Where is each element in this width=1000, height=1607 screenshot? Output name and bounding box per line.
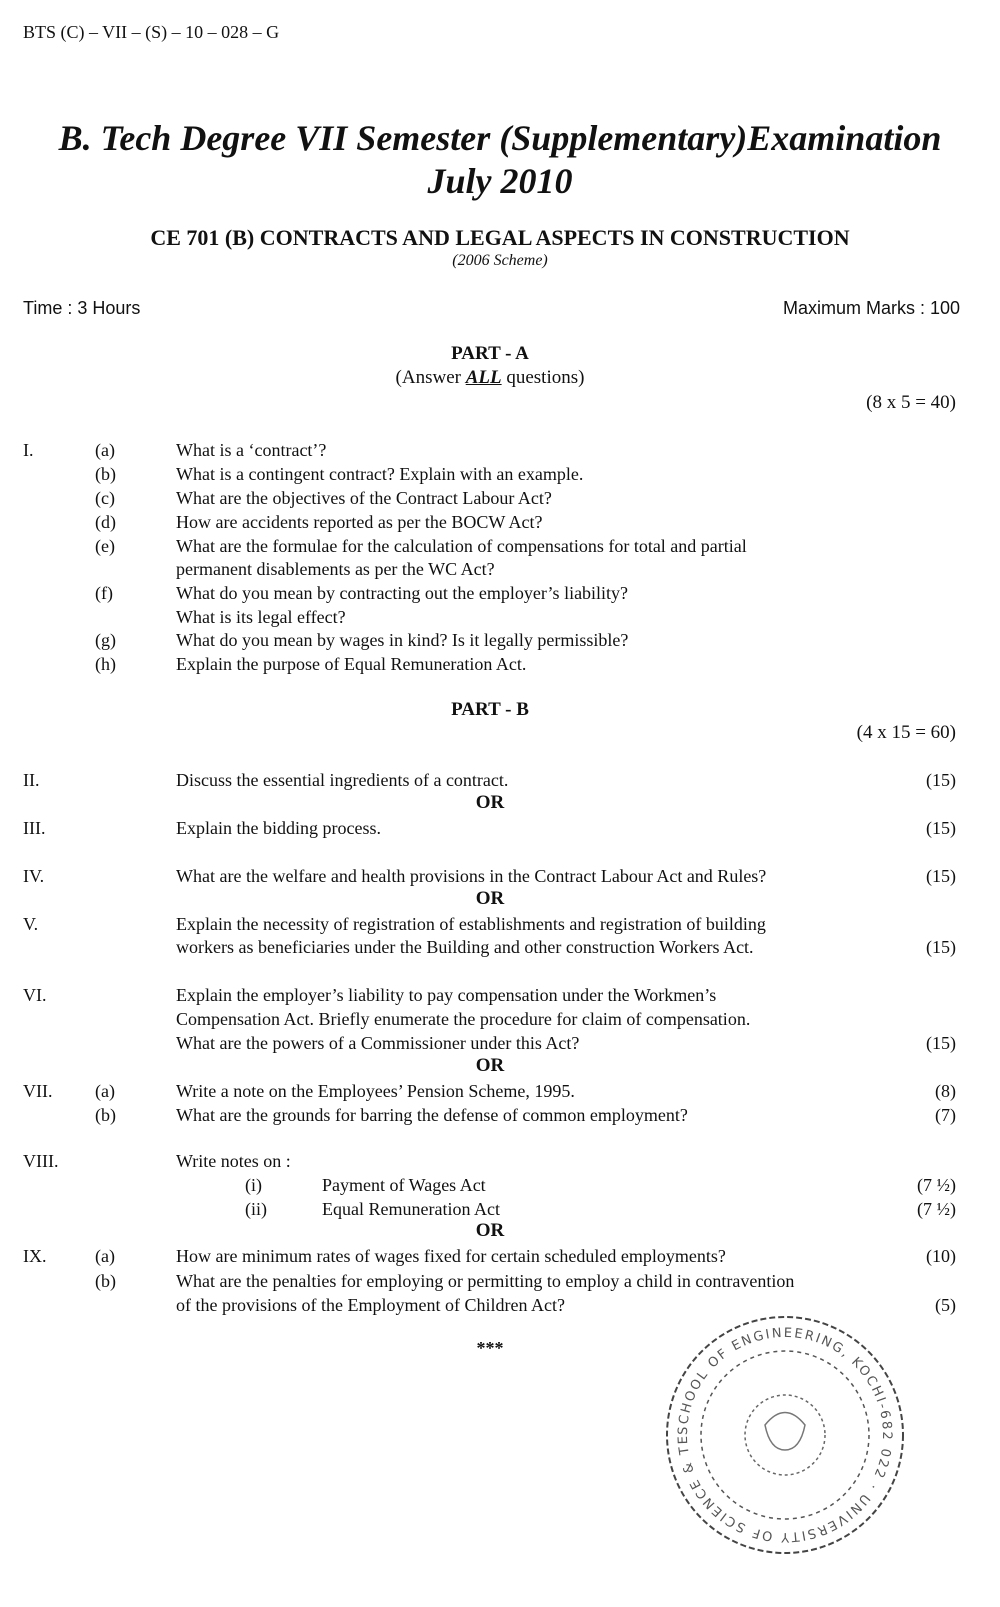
sub-label: (a) <box>95 440 115 460</box>
exam-date: July 2010 <box>427 161 573 201</box>
question-text: Compensation Act. Briefly enumerate the procedure for claim of compensation. <box>176 1009 751 1029</box>
question-number: VIII. <box>23 1151 59 1171</box>
or-separator: OR <box>475 792 505 813</box>
question-number: II. <box>23 770 40 790</box>
part-a-heading: PART - A <box>451 343 529 364</box>
question-text: Explain the necessity of registration of establishments and registration of building <box>176 914 766 934</box>
sub-label: (i) <box>245 1175 262 1195</box>
question-text: How are minimum rates of wages fixed for certain scheduled employments? <box>176 1246 726 1266</box>
question-text: What are the objectives of the Contract Labour Act? <box>176 488 552 508</box>
question-text: What do you mean by contracting out the employer’s liability? <box>176 583 629 603</box>
question-text: What is a ‘contract’? <box>176 440 327 460</box>
question-marks: (15) <box>926 1033 956 1053</box>
question-marks: (5) <box>935 1295 956 1315</box>
question-text: What are the penalties for employing or permitting to employ a child in contravention <box>176 1271 795 1291</box>
question-text: Explain the bidding process. <box>176 818 381 838</box>
question-marks: (15) <box>926 818 956 838</box>
question-text: permanent disablements as per the WC Act? <box>176 559 495 579</box>
question-number: VI. <box>23 985 47 1005</box>
question-text: What are the powers of a Commissioner under this Act? <box>176 1033 580 1053</box>
max-marks: Maximum Marks : 100 <box>782 298 960 318</box>
svg-text:SCHOOL OF ENGINEERING, KOCHI-6: SCHOOL OF ENGINEERING, KOCHI-682 022 · UNIVERSITY OF SCIENCE & TE <box>675 1325 895 1545</box>
question-text: Discuss the essential ingredients of a contract. <box>176 770 509 790</box>
question-number: V. <box>23 914 39 934</box>
or-separator: OR <box>475 1220 505 1241</box>
part-a-instruction: (Answer ALL questions) <box>395 367 585 388</box>
part-b-marks: (4 x 15 = 60) <box>856 722 956 743</box>
sub-label: (c) <box>95 488 115 508</box>
question-text: Equal Remuneration Act <box>322 1199 500 1219</box>
library-seal <box>660 1310 910 1560</box>
sub-label: (b) <box>95 464 116 484</box>
question-marks: (10) <box>926 1246 956 1266</box>
question-marks: (15) <box>926 937 956 957</box>
question-marks: (15) <box>926 866 956 886</box>
part-b-heading: PART - B <box>451 699 529 720</box>
question-text: Write a note on the Employees’ Pension Scheme, 1995. <box>176 1081 575 1101</box>
sub-label: (a) <box>95 1081 115 1101</box>
question-text: Write notes on : <box>176 1151 291 1171</box>
question-text: Explain the employer’s liability to pay compensation under the Workmen’s <box>176 985 717 1005</box>
exam-title: B. Tech Degree VII Semester (Supplementary)Examination <box>58 118 942 158</box>
question-text: What is its legal effect? <box>176 607 346 627</box>
sub-label: (e) <box>95 536 115 556</box>
or-separator: OR <box>475 1055 505 1076</box>
sub-label: (f) <box>95 583 113 603</box>
question-text: of the provisions of the Employment of Children Act? <box>176 1295 565 1315</box>
question-text: What are the formulae for the calculation of compensations for total and partial <box>176 536 747 556</box>
question-marks: (7) <box>935 1105 956 1125</box>
question-text: What are the welfare and health provisions in the Contract Labour Act and Rules? <box>176 866 767 886</box>
part-a-marks: (8 x 5 = 40) <box>866 392 956 413</box>
sub-label: (a) <box>95 1246 115 1266</box>
sub-label: (ii) <box>245 1199 267 1219</box>
question-marks: (8) <box>935 1081 956 1101</box>
scheme: (2006 Scheme) <box>452 252 548 269</box>
paper-code: BTS (C) – VII – (S) – 10 – 028 – G <box>23 22 280 42</box>
question-number: IX. <box>23 1246 47 1266</box>
question-text: workers as beneficiaries under the Building and other construction Workers Act. <box>176 937 754 957</box>
question-number: I. <box>23 440 34 460</box>
question-text: What is a contingent contract? Explain with an example. <box>176 464 584 484</box>
question-text: Payment of Wages Act <box>322 1175 486 1195</box>
or-separator: OR <box>475 888 505 909</box>
course-title: CE 701 (B) CONTRACTS AND LEGAL ASPECTS IN CONSTRUCTION <box>150 225 850 250</box>
time-allowed: Time : 3 Hours <box>23 298 141 318</box>
end-marker: *** <box>476 1338 504 1358</box>
question-marks: (7 ½) <box>917 1199 956 1219</box>
question-number: IV. <box>23 866 45 886</box>
question-text: What do you mean by wages in kind? Is it legally permissible? <box>176 630 629 650</box>
question-marks: (7 ½) <box>917 1175 956 1195</box>
question-text: Explain the purpose of Equal Remuneration Act. <box>176 654 527 674</box>
sub-label: (h) <box>95 654 116 674</box>
question-number: VII. <box>23 1081 53 1101</box>
question-text: What are the grounds for barring the defense of common employment? <box>176 1105 688 1125</box>
seal-stamp-icon <box>660 1310 910 1560</box>
question-marks: (15) <box>926 770 956 790</box>
sub-label: (d) <box>95 512 116 532</box>
sub-label: (b) <box>95 1105 116 1125</box>
question-text: How are accidents reported as per the BOCW Act? <box>176 512 543 532</box>
question-number: III. <box>23 818 46 838</box>
sub-label: (b) <box>95 1271 116 1291</box>
sub-label: (g) <box>95 630 116 650</box>
